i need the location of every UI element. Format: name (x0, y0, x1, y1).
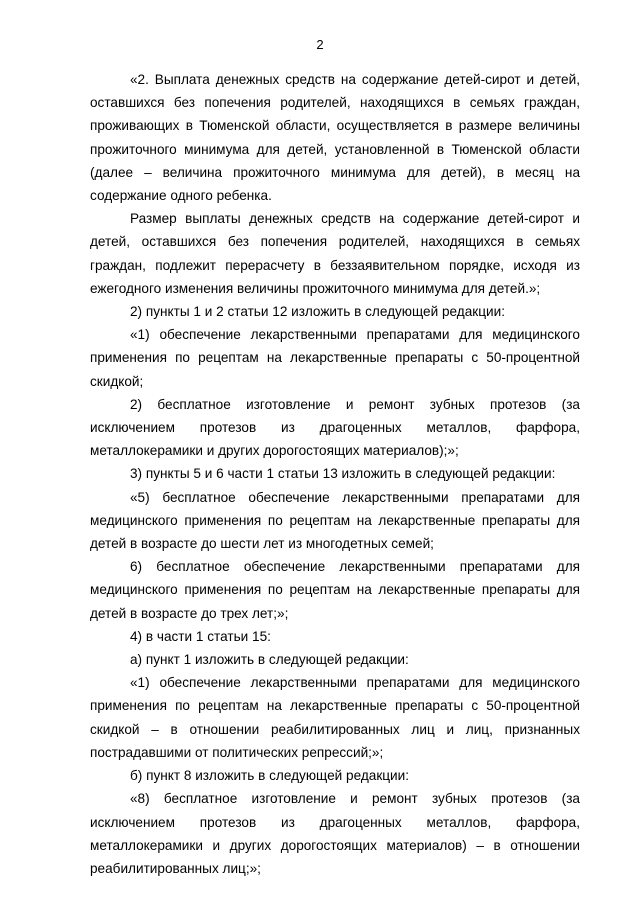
paragraph-amend-article-12: 2) пункты 1 и 2 статьи 12 изложить в следующей редакции: (130, 304, 505, 320)
page-number: 2 (316, 37, 324, 52)
paragraph-article-13-item-6: 6) бесплатное обеспечение лекарственными препаратами для медицинского применения по рецептам на лекарственные препараты для детей в возрасте до трех лет;»; (90, 559, 580, 621)
document-body (90, 68, 580, 880)
paragraph-amend-article-15: 4) в части 1 статьи 15: (130, 628, 271, 644)
paragraph-article-15-item-1: «1) обеспечение лекарственными препаратами для медицинского применения по рецептам на лекарственные препараты с 50-процентной скидкой – в отношении реабилитированных лиц и лиц, признанных пострадавшими от политических репрессий;»; (90, 675, 580, 760)
paragraph-article-15-subitem-b: б) пункт 8 изложить в следующей редакции: (130, 768, 410, 784)
paragraph-article-15-item-8: «8) бесплатное изготовление и ремонт зубных протезов (за исключением протезов из драгоценных металлов, фарфора, металлокерамики и других дорогостоящих материалов) – в отношении реабилитированных лиц;»; (90, 791, 580, 876)
paragraph-article-13-item-5: «5) бесплатное обеспечение лекарственными препаратами для медицинского применения по рецептам на лекарственные препараты для детей в возрасте до шести лет из многодетных семей; (90, 489, 580, 552)
paragraph-article-15-subitem-a: а) пункт 1 изложить в следующей редакции: (130, 652, 409, 668)
paragraph-payment-amount: «2. Выплата денежных средств на содержание детей-сирот и детей, оставшихся без попечения родителей, находящихся в семьях граждан, проживающих в Тюменской области, осуществляется в размере величины прожиточного минимума для детей, установленной в Тюменской области (далее – величина прожиточного минимума для детей), в месяц на содержание одного ребенка. (90, 72, 580, 204)
paragraph-amend-article-13: 3) пункты 5 и 6 части 1 статьи 13 изложить в следующей редакции: (130, 466, 556, 482)
paragraph-article-12-item-1: «1) обеспечение лекарственными препаратами для медицинского применения по рецептам на лекарственные препараты с 50-процентной скидкой; (90, 327, 580, 389)
paragraph-article-12-item-2: 2) бесплатное изготовление и ремонт зубных протезов (за исключением протезов из драгоценных металлов, фарфора, металлокерамики и других дорогостоящих материалов);»; (90, 396, 580, 459)
paragraph-payment-recalculation: Размер выплаты денежных средств на содержание детей-сирот и детей, оставшихся без попечения родителей, находящихся в семьях граждан, подлежит перерасчету в беззаявительном порядке, исходя из ежегодного изменения величины прожиточного минимума для детей.»; (90, 211, 580, 296)
